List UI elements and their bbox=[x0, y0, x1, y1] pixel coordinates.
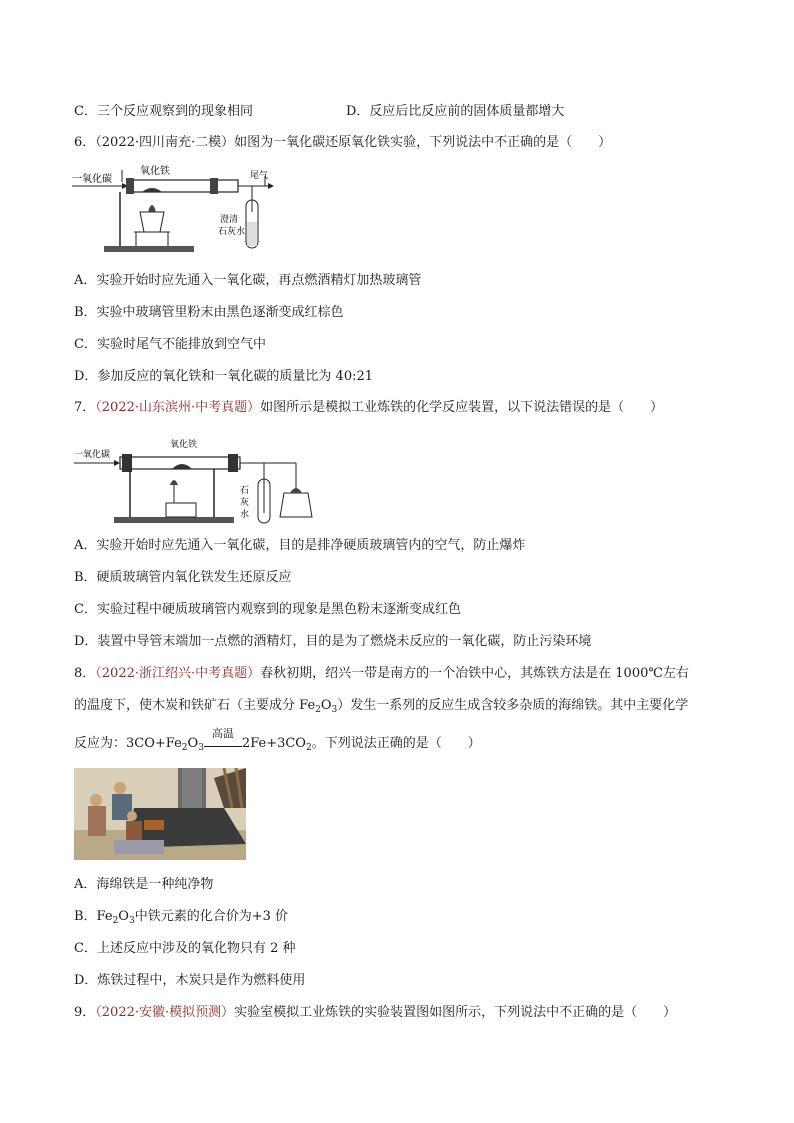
q8-eq-sub-2b: 2 bbox=[305, 743, 312, 753]
q6-apparatus-diagram bbox=[70, 162, 290, 262]
ancient-iron-smelting-illustration bbox=[74, 768, 246, 860]
q8-eq-tail: 。下列说法正确的是（ ） bbox=[311, 736, 481, 751]
q6-option-a: A．实验开始时应先通入一氧化碳，再点燃酒精灯加热玻璃管 bbox=[74, 273, 422, 288]
q6-option-d: D．参加反应的氧化铁和一氧化碳的质量比为 40:21 bbox=[74, 369, 374, 384]
q8-source: （2022·浙江绍兴·中考真题） bbox=[95, 666, 261, 681]
q8-eq-pre: 反应为：3CO+Fe bbox=[74, 736, 182, 751]
q8-option-b-sub-3: 3 bbox=[128, 916, 135, 926]
q7-question: 如图所示是模拟工业炼铁的化学反应装置，以下说法错误的是（ ） bbox=[260, 400, 664, 415]
q8-reaction-condition bbox=[204, 727, 242, 747]
q6-number: 6． bbox=[74, 135, 96, 150]
q8-option-b-sub-2: 2 bbox=[112, 916, 119, 926]
q7-option-c: C．实验过程中硬质玻璃管内观察到的现象是黑色粉末逐渐变成红色 bbox=[74, 602, 461, 617]
q6-label-tail: 尾气 bbox=[250, 170, 269, 180]
q7-option-d: D．装置中导管末端加一点燃的酒精灯，目的是为了燃烧未反应的一氧化碳，防止污染环境 bbox=[74, 634, 592, 649]
q6-question: 如图为一氧化碳还原氧化铁实验，下列说法中不正确的是（ ） bbox=[234, 135, 612, 150]
q8-option-d: D．炼铁过程中，木炭只是作为燃料使用 bbox=[74, 973, 306, 988]
q7-label-lime-2: 灰 bbox=[240, 497, 250, 507]
q7-label-lime-1: 石 bbox=[240, 485, 250, 495]
q8-option-b bbox=[74, 908, 288, 926]
q9-number: 9． bbox=[74, 1005, 96, 1020]
q8-option-b-o: O bbox=[118, 909, 129, 924]
q8-stem-text-2a: 的温度下，使木炭和铁矿石（主要成分 Fe bbox=[74, 698, 316, 713]
q8-sub-2a: 2 bbox=[315, 705, 321, 715]
q9-source: （2022·安徽·模拟预测） bbox=[95, 1005, 235, 1020]
q7-source: （2022·山东滨州·中考真题） bbox=[95, 400, 261, 415]
q8-option-b-post: 中铁元素的化合价为+3 价 bbox=[134, 909, 288, 924]
q5-option-d: D．反应后比反应前的固体质量都增大 bbox=[346, 104, 565, 119]
q6-label-limewater-1: 澄清 bbox=[220, 214, 239, 224]
q6-option-c: C．实验时尾气不能排放到空气中 bbox=[74, 337, 266, 352]
q6-source: （2022·四川南充·二模） bbox=[95, 135, 235, 150]
q7-label-lime-3: 水 bbox=[240, 509, 250, 519]
q6-label-limewater-2: 石灰水 bbox=[218, 226, 246, 236]
q7-label-fe2o3: 氧化铁 bbox=[170, 439, 198, 449]
q8-stem-line-1 bbox=[74, 665, 689, 683]
q5-option-c: C．三个反应观察到的现象相同 bbox=[74, 104, 253, 119]
q7-stem bbox=[74, 399, 663, 417]
q8-number: 8． bbox=[74, 666, 96, 681]
q8-eq-sub-3: 3 bbox=[198, 743, 204, 753]
q8-stem-line-2 bbox=[74, 697, 688, 715]
q6-label-fe2o3: 氧化铁 bbox=[140, 166, 170, 177]
q8-option-a: A．海绵铁是一种纯净物 bbox=[74, 877, 214, 892]
q8-equation-line bbox=[74, 727, 481, 753]
q8-eq-o: O bbox=[187, 736, 199, 751]
q7-option-a: A．实验开始时应先通入一氧化碳，目的是排净硬质玻璃管内的空气，防止爆炸 bbox=[74, 538, 526, 553]
q8-stem-text-2c: ）发生一系列的反应生成含较多杂质的海绵铁。其中主要化学 bbox=[337, 698, 689, 713]
q8-sub-3a: 3 bbox=[331, 705, 338, 715]
q8-option-c: C．上述反应中涉及的氧化物只有 2 种 bbox=[74, 941, 296, 956]
q7-apparatus-diagram bbox=[74, 435, 324, 530]
q7-number: 7． bbox=[74, 400, 96, 415]
q7-option-b: B．硬质玻璃管内氧化铁发生还原反应 bbox=[74, 570, 292, 585]
q9-question: 实验室模拟工业炼铁的实验装置图如图所示，下列说法中不正确的是（ ） bbox=[234, 1005, 677, 1020]
q6-label-co: 一氧化碳 bbox=[72, 174, 112, 185]
q7-label-co: 一氧化碳 bbox=[74, 449, 111, 459]
q6-option-b: B．实验中玻璃管里粉末由黑色逐渐变成红棕色 bbox=[74, 305, 344, 320]
q8-stem-text-1: 春秋初期，绍兴一带是南方的一个冶铁中心，其炼铁方法是在 1000℃左右 bbox=[260, 666, 689, 681]
q8-eq-sub-2: 2 bbox=[181, 743, 188, 753]
q5-options-row bbox=[74, 103, 565, 121]
q8-condition-text: 高温 bbox=[211, 727, 234, 740]
q9-stem bbox=[74, 1004, 676, 1022]
q8-stem-text-2b: O bbox=[320, 698, 332, 713]
q8-option-b-pre: B．Fe bbox=[74, 909, 113, 924]
q8-eq-post: 2Fe+3CO bbox=[241, 736, 306, 751]
q6-stem bbox=[74, 134, 611, 152]
